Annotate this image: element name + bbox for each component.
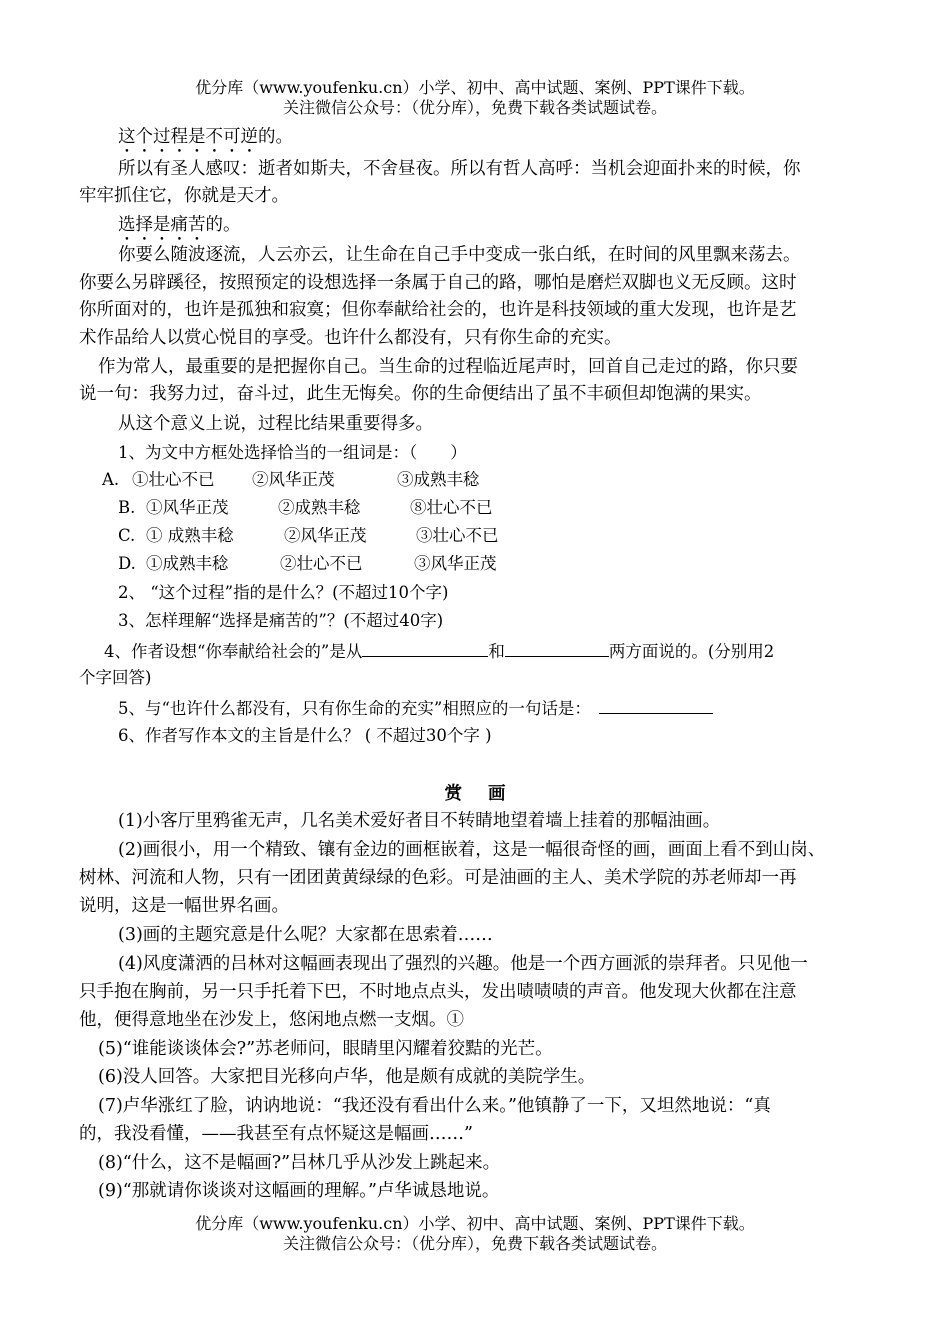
question-4-cont: 个字回答): [79, 668, 152, 687]
question-3: 3、怎样理解“选择是痛苦的”？(不超过40字): [118, 611, 444, 630]
footer-line-2: 关注微信公众号：（优分库），免费下载各类试题试卷。: [282, 1234, 667, 1253]
passage-title: 赏画: [444, 784, 532, 804]
answer-blank[interactable]: [505, 638, 609, 657]
paragraph-line: 他，便得意地坐在沙发上，悠闲地点燃一支烟。①: [79, 1010, 464, 1030]
paragraph-line: (2)画很小，用一个精致、镶有金边的画框嵌着，这是一幅很奇怪的画，画面上看不到山岗、: [118, 840, 826, 860]
question-2: 2、 “这个过程”指的是什么？(不超过10个字): [118, 583, 449, 602]
question-1: 1、为文中方框处选择恰当的一组词是：（ ）: [118, 443, 467, 462]
emphasis-text: 这个过程是不可逆: [118, 127, 258, 147]
paragraph-line: 你所面对的，也许是孤独和寂寞；但你奉献给社会的，也许是科技领域的重大发现，也许是艺: [79, 300, 797, 320]
header-line-2: 关注微信公众号：（优分库），免费下载各类试题试卷。: [282, 98, 667, 117]
option-c: C. ① 成熟丰稔 ②风华正茂 ③壮心不已: [118, 526, 499, 545]
paragraph-process: 这个过程是不可逆的。: [118, 127, 293, 147]
paragraph-line: (7)卢华涨红了脸，讷讷地说：“我还没有看出什么来。”他镇静了一下，又坦然地说：“真: [98, 1096, 771, 1116]
paragraph-line: 树林、河流和人物，只有一团团黄黄绿绿的色彩。可是油画的主人、美术学院的苏老师却一再: [79, 868, 797, 888]
paragraph-line: (1)小客厅里鸦雀无声，几名美术爱好者目不转睛地望着墙上挂着的那幅油画。: [118, 811, 721, 831]
paragraph-line: 牢牢抓住它，你就是天才。: [79, 186, 289, 206]
option-b: B. ①风华正茂 ②成熟丰稔 ⑧壮心不已: [118, 498, 493, 517]
paragraph-line: (9)“那就请你谈谈对这幅画的理解。”卢华诚恳地说。: [98, 1181, 500, 1201]
paragraph-line: 说明，这是一幅世界名画。: [79, 896, 289, 916]
paragraph-line: 作为常人，最重要的是把握你自己。当生命的过程临近尾声时，回首自己走过的路，你只要: [98, 357, 798, 377]
paragraph-line: 你要么随波逐流，人云亦云，让生命在自己手中变成一张白纸，在时间的风里飘来荡去。: [118, 245, 801, 265]
emphasis-text: 选择是痛苦: [118, 215, 206, 235]
paragraph-line: 术作品给人以赏心悦目的享受。也许什么都没有，只有你生命的充实。: [79, 328, 622, 348]
footer-line-1: 优分库（www.youfenku.cn）小学、初中、高中试题、案例、PPT课件下载。: [195, 1214, 755, 1233]
paragraph-line: (6)没人回答。大家把目光移向卢华，他是颇有成就的美院学生。: [98, 1067, 596, 1087]
header-line-1: 优分库（www.youfenku.cn）小学、初中、高中试题、案例、PPT课件下载。: [195, 78, 755, 97]
paragraph-line: 从这个意义上说，过程比结果重要得多。: [118, 414, 433, 434]
paragraph-line: 说一句：我努力过，奋斗过，此生无悔矣。你的生命便结出了虽不丰硕但却饱满的果实。: [79, 384, 762, 404]
question-6: 6、作者写作本文的主旨是什么？ ( 不超过30个字 ): [118, 726, 492, 745]
paragraph-line: 的，我没看懂，——我甚至有点怀疑这是幅画……”: [79, 1124, 473, 1144]
paragraph-line: (5)“谁能谈谈体会?”苏老师问，眼睛里闪耀着狡黠的光芒。: [98, 1039, 553, 1059]
paragraph-line: 所以有圣人感叹：逝者如斯夫，不舍昼夜。所以有哲人高呼：当机会迎面扑来的时候，你: [118, 159, 801, 179]
question-4: 4、作者设想“你奉献给社会的”是从 和 两方面说的。(分别用2: [104, 638, 774, 665]
answer-blank[interactable]: [362, 638, 488, 657]
question-5: 5、与“也许什么都没有，只有你生命的充实”相照应的一句话是：: [118, 695, 713, 722]
option-a: A. ①壮心不已 ②风华正茂 ③成熟丰稔: [102, 470, 480, 489]
paragraph-line: 你要么另辟蹊径，按照预定的设想选择一条属于自己的路，哪怕是磨烂双脚也义无反顾。这时: [79, 273, 797, 293]
paragraph-line: (8)“什么，这不是幅画?”吕林几乎从沙发上跳起来。: [98, 1153, 501, 1173]
option-d: D. ①成熟丰稔 ②壮心不已 ③风华正茂: [118, 554, 497, 573]
answer-blank[interactable]: [599, 695, 713, 714]
paragraph-line: (4)风度潇洒的吕林对这幅画表现出了强烈的兴趣。他是一个西方画派的崇拜者。只见他一: [118, 954, 808, 974]
paragraph-choice: 选择是痛苦的。: [118, 215, 241, 235]
paragraph-line: (3)画的主题究意是什么呢？大家都在思索着……: [118, 925, 493, 945]
paragraph-line: 只手抱在胸前，另一只手托着下巴，不时地点点头，发出啧啧啧的声音。他发现大伙都在注意: [79, 982, 797, 1002]
